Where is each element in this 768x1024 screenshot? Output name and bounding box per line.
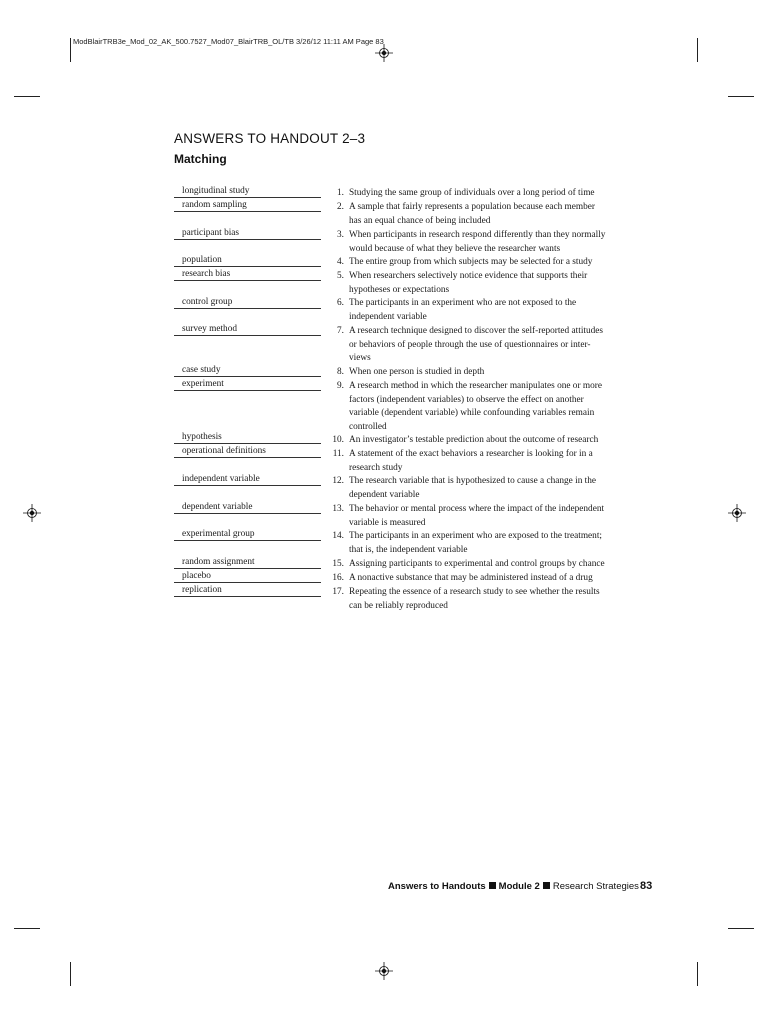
- item-number: 14.: [332, 531, 344, 541]
- definition-line: that is, the independent variable: [349, 544, 468, 555]
- definition-line: hypotheses or expectations: [349, 284, 450, 295]
- crop-mark: [728, 96, 754, 97]
- item-number: 6.: [337, 298, 344, 308]
- definition-line: A nonactive substance that may be administered instead of a drug: [349, 573, 593, 583]
- definition-line: variable (dependent variable) while confounding variables remain: [349, 408, 595, 419]
- section-subtitle: Matching: [174, 152, 227, 166]
- definition-line: A sample that fairly represents a population because each member: [349, 202, 596, 212]
- definition-line: The behavior or mental process where the impact of the independent: [349, 504, 605, 514]
- definition-line: The participants in an experiment who are exposed to the treatment;: [349, 531, 602, 541]
- answer-blank: operational definitions: [174, 446, 321, 458]
- crop-mark: [70, 962, 71, 986]
- definition-line: can be reliably reproduced: [349, 600, 448, 611]
- item-number: 2.: [337, 202, 344, 212]
- answer-blank: experimental group: [174, 529, 321, 541]
- definition-line: When researchers selectively notice evidence that supports their: [349, 271, 588, 281]
- answer-blank: placebo: [174, 571, 321, 583]
- definition-line: An investigator’s testable prediction about the outcome of research: [349, 435, 599, 445]
- definition-line: A statement of the exact behaviors a researcher is looking for in a: [349, 449, 593, 459]
- item-number: 10.: [332, 435, 344, 445]
- definition-line: When participants in research respond differently than they normally: [349, 230, 606, 240]
- answer-blank: case study: [174, 365, 321, 377]
- definition-line: Assigning participants to experimental and control groups by chance: [349, 559, 605, 569]
- definition-line: The entire group from which subjects may be selected for a study: [349, 257, 593, 267]
- definition-line: independent variable: [349, 311, 427, 322]
- definition-line: The research variable that is hypothesized to cause a change in the: [349, 476, 597, 486]
- page-footer: [388, 880, 653, 892]
- square-bullet-icon: [489, 882, 496, 889]
- answer-blank: random assignment: [174, 557, 321, 569]
- square-bullet-icon: [543, 882, 550, 889]
- answer-blank: experiment: [174, 379, 321, 391]
- registration-mark-icon: [728, 504, 746, 522]
- answer-blank: population: [174, 255, 321, 267]
- registration-mark-icon: [375, 44, 393, 62]
- footer-left: Answers to Handouts: [388, 881, 486, 892]
- definition-line: Repeating the essence of a research study to see whether the results: [349, 587, 600, 597]
- item-number: 17.: [332, 587, 344, 597]
- registration-mark-icon: [375, 962, 393, 980]
- item-number: 3.: [337, 230, 344, 240]
- crop-mark: [728, 928, 754, 929]
- item-number: 13.: [332, 504, 344, 514]
- definition-line: has an equal chance of being included: [349, 215, 491, 226]
- definition-line: views: [349, 353, 371, 364]
- answer-blank: independent variable: [174, 474, 321, 486]
- definition-line: or behaviors of people through the use of questionnaires or inter-: [349, 339, 591, 350]
- page-title: ANSWERS TO HANDOUT 2–3: [174, 131, 366, 146]
- footer-section: Research Strategies: [552, 881, 639, 892]
- definition-line: research study: [349, 462, 403, 473]
- definition-line: would because of what they believe the researcher wants: [349, 243, 561, 254]
- definition-line: Studying the same group of individuals over a long period of time: [349, 188, 595, 198]
- definition-line: The participants in an experiment who are not exposed to the: [349, 298, 577, 308]
- answer-blank: hypothesis: [174, 432, 321, 444]
- registration-mark-icon: [23, 504, 41, 522]
- definition-line: A research method in which the researcher manipulates one or more: [349, 381, 602, 391]
- item-number: 12.: [332, 476, 344, 486]
- definition-line: variable is measured: [349, 517, 426, 528]
- item-number: 5.: [337, 271, 344, 281]
- item-number: 9.: [337, 381, 344, 391]
- answer-blank: replication: [174, 585, 321, 597]
- crop-mark: [70, 38, 71, 62]
- answer-blank: survey method: [174, 324, 321, 336]
- item-number: 4.: [337, 257, 344, 267]
- item-number: 16.: [332, 573, 344, 583]
- definition-line: factors (independent variables) to observe the effect on another: [349, 394, 584, 405]
- slug-line: ModBlairTRB3e_Mod_02_AK_500.7527_Mod07_BlairTRB_OL/TB 3/26/12 11:11 AM Page 83: [73, 37, 384, 46]
- item-number: 8.: [337, 367, 344, 377]
- definition-line: controlled: [349, 422, 387, 433]
- item-number: 7.: [337, 326, 344, 336]
- page-number: 83: [640, 880, 653, 892]
- answer-blank: random sampling: [174, 200, 321, 212]
- item-number: 1.: [337, 188, 344, 198]
- footer-module: Module 2: [498, 881, 540, 892]
- crop-mark: [697, 962, 698, 986]
- definition-line: A research technique designed to discover the self-reported attitudes: [349, 326, 604, 336]
- answer-blank: control group: [174, 297, 321, 309]
- definition-line: When one person is studied in depth: [349, 367, 485, 377]
- answer-blank: participant bias: [174, 228, 321, 240]
- definition-line: dependent variable: [349, 489, 420, 500]
- item-number: 15.: [332, 559, 344, 569]
- answer-blank: dependent variable: [174, 502, 321, 514]
- item-number: 11.: [332, 449, 344, 459]
- answer-blank: longitudinal study: [174, 186, 321, 198]
- crop-mark: [14, 96, 40, 97]
- answer-blank: research bias: [174, 269, 321, 281]
- crop-mark: [697, 38, 698, 62]
- crop-mark: [14, 928, 40, 929]
